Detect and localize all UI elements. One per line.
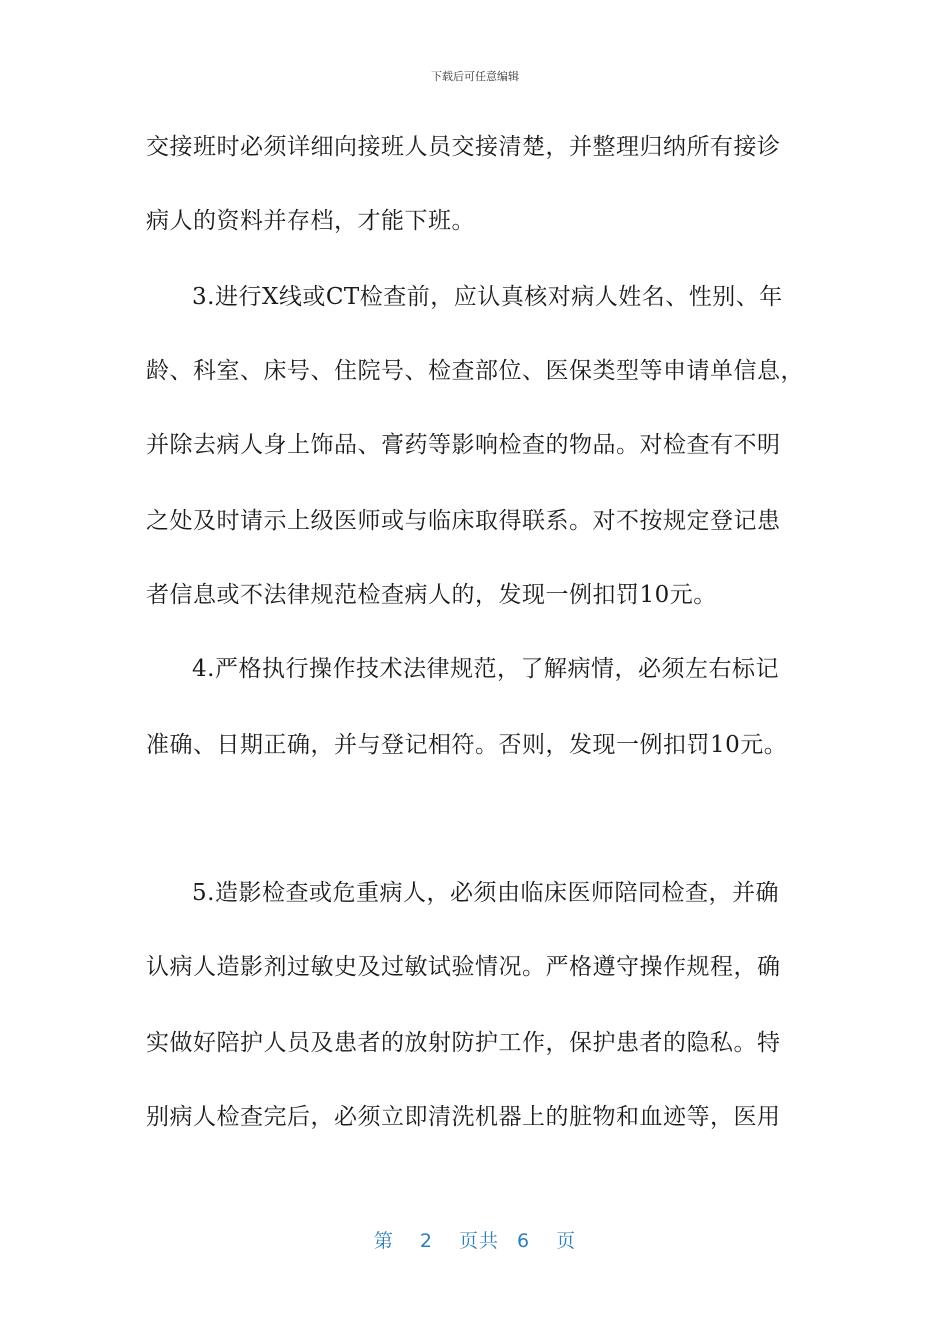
text-line: 并除去病人身上饰品、膏药等影响检查的物品。对检查有不明 (146, 432, 781, 458)
paragraph-4-start: 4.严格执行操作技术法律规范，了解病情，必须左右标记 (192, 656, 779, 682)
text-line: 认病人造影剂过敏史及过敏试验情况。严格遵守操作规程，确 (146, 954, 781, 980)
header-note: 下载后可任意编辑 (431, 70, 519, 83)
text-line: 交接班时必须详细向接班人员交接清楚，并整理归纳所有接诊 (146, 134, 781, 160)
text-line: 准确、日期正确，并与登记相符。否则，发现一例扣罚10元。 (146, 732, 788, 758)
footer-suffix: 页 (556, 1230, 577, 1252)
current-page-number: 2 (419, 1230, 433, 1252)
text-line: 实做好陪护人员及患者的放射防护工作，保护患者的隐私。特 (146, 1030, 781, 1056)
footer-prefix: 第 (373, 1230, 394, 1252)
text-line: 病人的资料并存档，才能下班。 (146, 208, 475, 234)
text-line: 别病人检查完后，必须立即清洗机器上的脏物和血迹等，医用 (146, 1104, 781, 1130)
footer-mid: 页共 (458, 1230, 499, 1252)
paragraph-5-start: 5.造影检查或危重病人，必须由临床医师陪同检查，并确 (192, 880, 779, 906)
total-pages-number: 6 (517, 1230, 531, 1252)
text-line: 龄、科室、床号、住院号、检查部位、医保类型等申请单信息， (146, 358, 804, 384)
text-line: 之处及时请示上级医师或与临床取得联系。对不按规定登记患 (146, 508, 781, 534)
text-line: 者信息或不法律规范检查病人的，发现一例扣罚10元。 (146, 582, 717, 608)
paragraph-3-start: 3.进行X线或CT检查前，应认真核对病人姓名、性别、年 (192, 284, 783, 310)
page-number-footer (0, 1226, 950, 1253)
